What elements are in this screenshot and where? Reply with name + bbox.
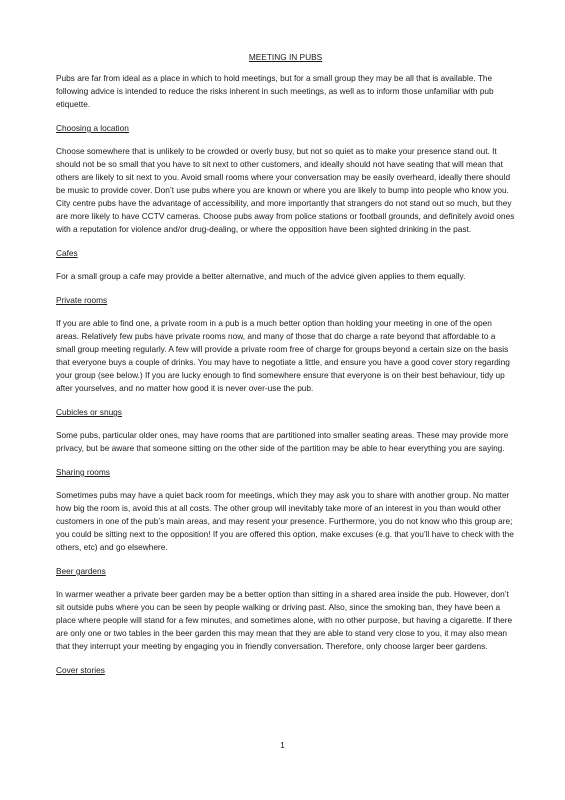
section-heading-sharing-rooms: Sharing rooms — [56, 467, 110, 477]
section-heading-beer-gardens: Beer gardens — [56, 566, 106, 576]
page-number: 1 — [280, 740, 285, 750]
section-heading-choosing-location: Choosing a location — [56, 123, 129, 133]
section-body-choosing-location: Choose somewhere that is unlikely to be crowded or overly busy, but not so quiet as to make your presence stand out. It should not be so small that you have to sit next to other customers, and ideally should not have seating that will mean that others are likely to sit next to you. Avoid small rooms where your conversation may be easily overheard, ideally there should be music to provide cover. Don’t use pubs where you are known or where you are likely to bump into people who know you. City centre pubs have the advantage of accessibility, and more importantly that strangers do not stand out so much, but they are more likely to have CCTV cameras. Choose pubs away from police stations or football grounds, and definitely avoid ones with a reputation for violence and/or drug-dealing, or where the opposition have been sighted drinking in the past. — [56, 146, 515, 234]
section-heading-cafes: Cafes — [56, 248, 78, 258]
section-body-cafes: For a small group a cafe may provide a better alternative, and much of the advice given applies to them equally. — [56, 271, 466, 281]
intro-paragraph: Pubs are far from ideal as a place in which to hold meetings, but for a small group they may be all that is available. The following advice is intended to reduce the risks inherent in such meetings, as well as to inform those unfamiliar with pub etiquette. — [56, 73, 494, 109]
section-body-cubicles: Some pubs, particular older ones, may have rooms that are partitioned into smaller seating areas. These may provide more privacy, but be aware that someone sitting on the other side of the partition may be able to hear everything you are saying. — [56, 430, 509, 453]
section-heading-private-rooms: Private rooms — [56, 295, 108, 305]
section-body-private-rooms: If you are able to find one, a private room in a pub is a much better option than holding your meeting in one of the open areas. Relatively few pubs have private rooms now, and many of those that do charge a rate beyond that affordable to a small group meeting regularly. A few will provide a private room free of charge for groups beyond a certain size on the basis that everyone buys a couple of drinks. You may have to negotiate a little, and ensure you have a good cover story regarding your group (see below.) If you are lucky enough to find somewhere ensure that everyone is on their best behaviour, tidy up after yourselves, and no matter how good it is never over-use the pub. — [56, 318, 510, 393]
section-heading-cubicles: Cubicles or snugs — [56, 407, 122, 417]
section-body-sharing-rooms: Sometimes pubs may have a quiet back room for meetings, which they may ask you to share with another group. No matter how big the room is, avoid this at all costs. The other group will inevitably take more of an interest in you than would other customers in one of the pub’s main areas, and may resent your presence. Furthermore, you do not know who this group are; you could be sitting next to the opposition! If you are offered this option, make excuses (e.g. that you’ll have to check with the others, etc) and go elsewhere. — [56, 490, 514, 552]
section-heading-cover-stories: Cover stories — [56, 665, 105, 675]
section-body-beer-gardens: In warmer weather a private beer garden may be a better option than sitting in a shared area inside the pub. However, don’t sit outside pubs where you can be seen by people walking or driving past. Also, since the smoking ban, they have been a place where people will stand for a few minutes, and sometimes alone, with no other purpose, but having a cigarette. If there are only one or two tables in the beer garden this may mean that they are able to stand very close to you, it may also mean that they interrupt your meeting by engaging you in friendly conversation. Therefore, only choose larger beer gardens. — [56, 589, 513, 651]
document-title: MEETING IN PUBS — [248, 52, 323, 62]
